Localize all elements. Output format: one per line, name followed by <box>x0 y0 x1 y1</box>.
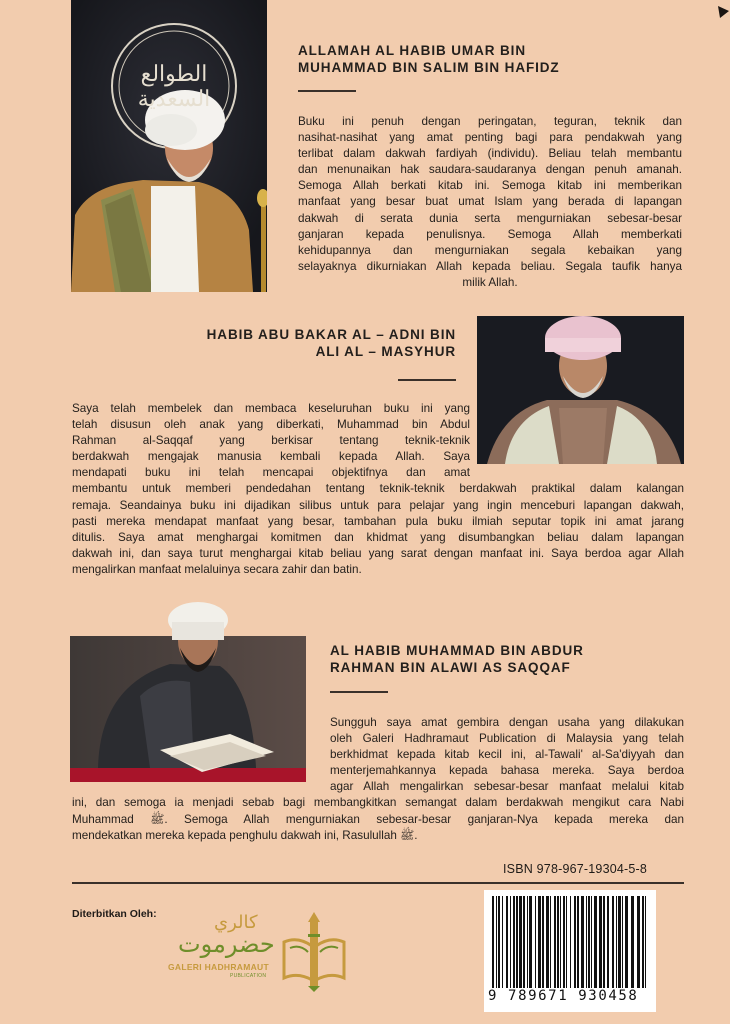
text-line: milik Allah. <box>462 275 518 289</box>
text-line: pasti mereka mendapat manfaat yang besar, tambahan pula buku ilmiah seputar topik ini amat jarang <box>72 514 684 528</box>
heading-line: RAHMAN BIN ALAWI AS SAQQAF <box>330 660 571 675</box>
text-line: mendekatkan mereka kepada penghulu dakwah ini, Rasulullah ﷺ. <box>72 828 418 842</box>
text-line: dakwah ini, dan saya turut menghargai kitab beliau yang sarat dengan manfaat ini. Saya berdoa agar Allah <box>72 546 684 560</box>
logo-arabic-line1: كالري <box>214 912 258 933</box>
section1-heading <box>298 42 560 76</box>
logo-name: GALERI HADHRAMAUT <box>168 962 269 972</box>
barcode-area <box>484 890 656 1012</box>
heading-line: ALLAMAH AL HABIB UMAR BIN <box>298 43 526 58</box>
text-line: manfaat yang besar buat umat Islam yang berada di lapangan <box>298 195 682 209</box>
text-line: Saya telah membelek dan membaca keseluruhan buku ini yang <box>72 402 470 415</box>
divider-line <box>298 90 356 92</box>
section1-paragraph <box>298 114 682 291</box>
bottom-divider <box>72 882 684 884</box>
text-line: mendapati buku ini telah mencapai objektifnya dan amat <box>72 466 470 480</box>
barcode-icon <box>492 896 648 988</box>
text-line: membantu untuk memberi pendedahan tentang teknik-teknik berdakwah praktikal dalam kalangan <box>72 482 684 496</box>
text-line: berdakwah mengajak manusia kembali kepada Allah. Saya <box>72 450 470 464</box>
text-line: agar Allah mengalirkan sebesar-besar manfaat melalui kitab <box>330 780 684 794</box>
text-block <box>330 715 684 795</box>
heading-line: MUHAMMAD BIN SALIM BIN HAFIDZ <box>298 60 560 75</box>
logo-sub: PUBLICATION <box>230 973 267 979</box>
heading-line: ALI AL – MASYHUR <box>315 344 456 359</box>
publisher-label: Diterbitkan Oleh: <box>72 908 157 920</box>
book-minaret-icon <box>278 912 350 992</box>
text-line: kehidupannya dan mengurniakan segala kebaikan yang <box>298 243 682 257</box>
barcode-number: 9 789671 930458 <box>488 988 639 1004</box>
text-line: ditulis. Saya amat menghargai komitmen dan khidmat yang disumbangkan beliau dalam lapangan <box>72 530 684 544</box>
text-line: Rahman al-Saqqaf yang berkisar tentang teknik-teknik <box>72 434 470 448</box>
text-line: mengalirkan manfaat melaluinya secara zahir dan batin. <box>72 562 362 576</box>
section3-paragraph <box>72 715 684 844</box>
corner-mark-icon <box>716 4 730 20</box>
text-line: nasihat-nasihat yang amat penting bagi para pendakwah yang <box>298 131 682 145</box>
text-line: ini, dan semoga ia menjadi sebab bagi membangkitkan semangat dalam berdakwah mengikut cara Nabi <box>72 796 684 810</box>
publisher-logo <box>164 912 350 992</box>
text-line: dakwah di serata dunia serta mengurniakan sebesar-besar <box>298 211 682 225</box>
text-line: terlibat dalam dakwah fardiyah (individu). Beliau telah membantu <box>298 147 682 161</box>
logo-arabic-line2: حضرموت <box>178 930 275 958</box>
portrait-habib-umar <box>71 0 267 292</box>
text-block <box>72 481 684 578</box>
text-line: remaja. Seandainya buku ini dijadikan silibus untuk para pelajar yang ingin menceburi lapangan dakwah, <box>72 498 684 512</box>
text-line: ganjaran kepada penulisnya. Semoga Allah memberkati <box>298 227 682 241</box>
text-block <box>72 401 470 481</box>
turban-figure <box>166 598 236 642</box>
section2-paragraph <box>72 401 684 578</box>
text-line: Semoga Allah berkati kitab ini. Semoga kitab ini memberikan <box>298 179 682 193</box>
text-block <box>72 795 684 843</box>
section2-heading <box>176 326 456 360</box>
text-line: menterjemahkannya kepada bahasa mereka. Saya berdoa <box>330 764 684 778</box>
text-line: Sungguh saya amat gembira dengan usaha yang dilakukan <box>330 716 684 729</box>
heading-line: HABIB ABU BAKAR AL – ADNI BIN <box>206 327 456 342</box>
text-line: oleh Galeri Hadhramaut Publication di Malaysia yang telah <box>330 732 684 746</box>
divider-line <box>330 691 388 693</box>
isbn-text: ISBN 978-967-19304-5-8 <box>503 862 648 876</box>
divider-line <box>398 379 456 381</box>
heading-line: AL HABIB MUHAMMAD BIN ABDUR <box>330 643 584 658</box>
text-line: selayaknya dikurniakan Allah kepada beliau. Segala taufik hanya <box>298 259 682 273</box>
text-line: dan menunaikan hak saudara-saudaranya dengan penuh amanah. <box>298 163 682 177</box>
text-line: berkhidmat kepada kitab kecil ini, al-Tawali' al-Sa'diyyah dan <box>330 748 684 762</box>
section3-heading <box>330 642 584 676</box>
text-line: telah disusun oleh anak yang diberkati, Muhammad bin Abdul <box>72 418 470 432</box>
text-line: Muhammad ﷺ. Semoga Allah mengurniakan sebesar-besar ganjaran-Nya kepada mereka dan <box>72 812 684 826</box>
text-line: Buku ini penuh dengan peringatan, teguran, teknik dan <box>298 115 682 128</box>
calligraphy-logo: الطوالع السعدية <box>137 62 211 112</box>
